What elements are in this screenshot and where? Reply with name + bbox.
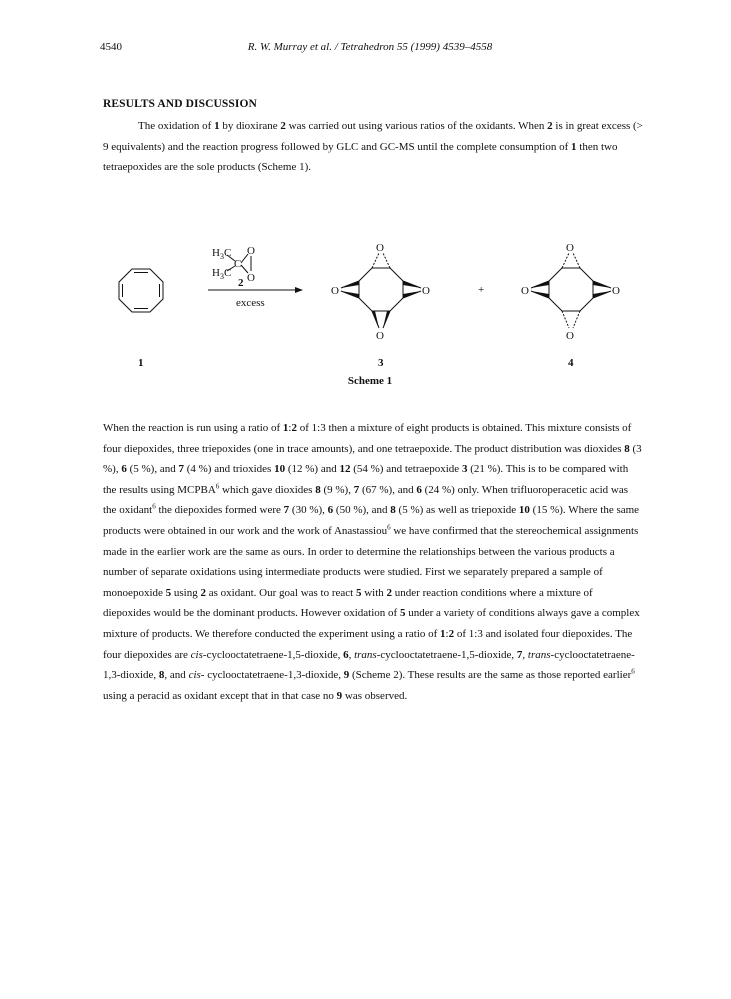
scheme-1-figure: [100, 225, 640, 400]
running-head-citation: R. W. Murray et al. / Tetrahedron 55 (1999) 4539–4558: [247, 41, 493, 53]
reagent-condition: excess: [236, 297, 265, 309]
paragraph-results: When the reaction is run using a ratio of 1:2 of 1:3 then a mixture of eight products is obtained. This mixture consists of four diepoxides, three triepoxides (one in trace amounts), and one tetraepoxide. The product distribution was dioxides 8 (3 %), 6 (5 %), and 7 (4 %) and trioxides 10 (12 %) and 12 (54 %) and tetraepoxide 3 (21 %). This is to be compared with the results using MCPBA$^6$ which gave dioxides 8 (9 %), 7 (67 %), and 6 (24 %) only. When trifluoroperacetic acid was the oxidant$^6$ the diepoxides formed were 7 (30 %), 6 (50 %), and 8 (5 %) as well as triepoxide 10 (15 %). Where the same products were obtained in our work and the work of Anastassiou$^6$ we have confirmed that the stereochemical assignments made in the earlier work are the same as ours. In order to determine the relationships between the various products a number of separate oxidations using intermediate products were studied. First we separately prepared a sample of monoepoxide 5 using 2 as oxidant. Our goal was to react 5 with 2 under reaction conditions where a mixture of diepoxides would be the dominant products. However oxidation of 5 under a variety of conditions always gave a complex mixture of products. We therefore conducted the experiment using a ratio of 1:2 of 1:3 and isolated four diepoxides. The four diepoxides are cis-cyclooctatetraene-1,5-dioxide, 6, trans-cyclooctatetraene-1,5-dioxide, 7, trans-cyclooctatetraene-1,3-dioxide, 8, and cis- cyclooctatetraene-1,3-dioxide, 9 (Scheme 2). These results are the same as those reported earlier$^6$ using a peracid as oxidant except that in that case no 9 was observed.: [103, 422, 642, 702]
compound-4-structure: [531, 253, 611, 328]
c3-oxygen-right: O: [422, 285, 430, 297]
dioxirane-oxygen-bottom: O: [247, 272, 255, 284]
methyl-group-bottom: $H_3C$: [212, 267, 232, 281]
section-heading: RESULTS AND DISCUSSION: [103, 98, 257, 110]
plus-sign: +: [478, 284, 485, 296]
reaction-arrow-head: [295, 287, 303, 293]
compound-number-3: 3: [378, 357, 384, 369]
dioxirane-oxygen-top: O: [247, 245, 255, 257]
reagent-number-2: 2: [238, 277, 244, 289]
compound-number-1: 1: [138, 357, 144, 369]
methyl-group-top: $H_3C$: [212, 247, 232, 261]
c4-oxygen-right: O: [612, 285, 620, 297]
c3-oxygen-top: O: [376, 242, 384, 254]
page-number: 4540: [100, 41, 122, 53]
compound-3-structure: [341, 253, 421, 328]
reaction-scheme-drawing: [100, 225, 640, 375]
dioxirane-carbon: C: [234, 258, 242, 270]
c3-oxygen-bottom: O: [376, 330, 384, 342]
running-header: [100, 41, 640, 57]
c4-oxygen-bottom: O: [566, 330, 574, 342]
c4-oxygen-top: O: [566, 242, 574, 254]
cyclooctatetraene-ring: [119, 269, 163, 312]
compound-number-4: 4: [568, 357, 574, 369]
c3-oxygen-left: O: [331, 285, 339, 297]
c4-oxygen-left: O: [521, 285, 529, 297]
paragraph-intro: The oxidation of 1 by dioxirane 2 was carried out using various ratios of the oxidants. When 2 is in great excess (> 9 equivalents) and the reaction progress followed by GLC and GC-MS until the complete consumption of 1 then two tetraepoxides are the sole products (Scheme 1).: [103, 120, 643, 173]
scheme-caption: Scheme 1: [347, 375, 393, 387]
